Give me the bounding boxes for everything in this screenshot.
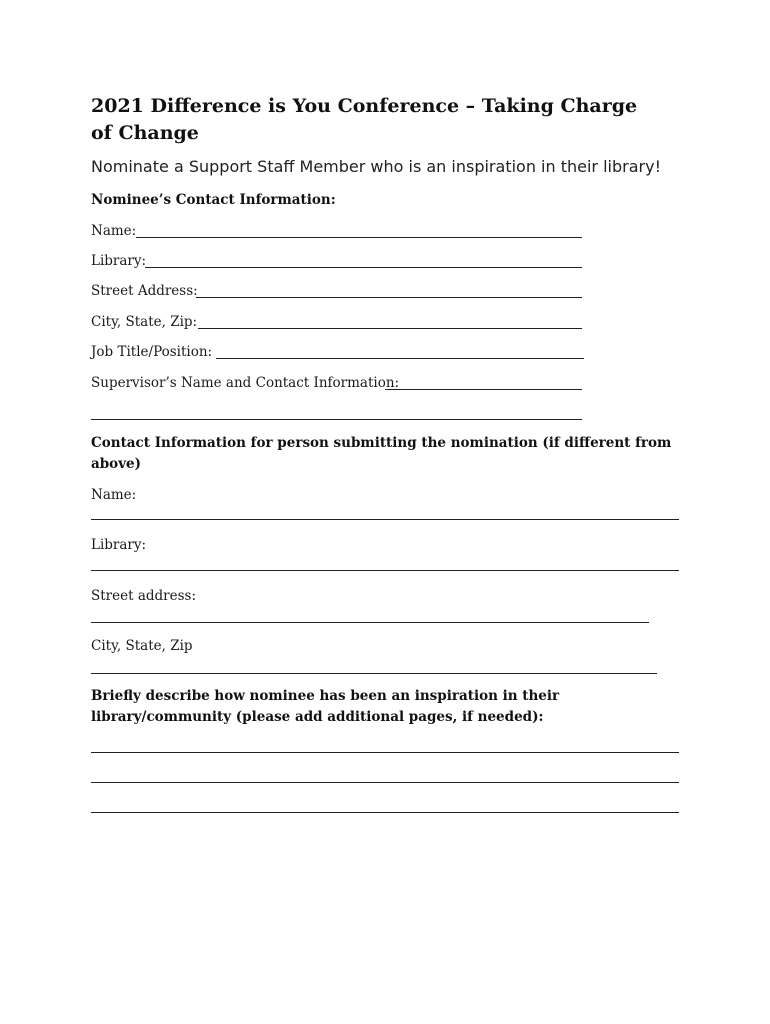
- nominee-library-label: Library:: [91, 253, 147, 269]
- nominee-supervisor-field[interactable]: [385, 389, 582, 390]
- nominee-job-title-label: Job Title/Position:: [91, 344, 213, 360]
- nominee-supervisor-field-continued[interactable]: [91, 419, 582, 420]
- nominee-name-field[interactable]: [136, 237, 582, 238]
- submitter-city-state-zip-field[interactable]: [91, 673, 657, 674]
- description-line-2[interactable]: [91, 782, 679, 783]
- description-line-3[interactable]: [91, 812, 679, 813]
- submitter-library-label: Library:: [91, 537, 147, 553]
- nominee-name-label: Name:: [91, 223, 137, 239]
- nominee-street-address-field[interactable]: [196, 297, 582, 298]
- submitter-city-state-zip-label: City, State, Zip: [91, 638, 193, 654]
- nominee-job-title-field[interactable]: [216, 358, 584, 359]
- nominee-supervisor-label: Supervisor’s Name and Contact Information:: [91, 375, 400, 391]
- submitter-library-field[interactable]: [91, 570, 679, 571]
- submitter-name-field[interactable]: [91, 519, 679, 520]
- nominee-street-address-label: Street Address:: [91, 283, 198, 299]
- nominee-library-field[interactable]: [145, 267, 582, 268]
- submitter-street-address-field[interactable]: [91, 622, 649, 623]
- submitter-section-heading: Contact Information for person submitting the nomination (if different from above): [91, 435, 672, 472]
- nominee-city-state-zip-field[interactable]: [198, 328, 582, 329]
- description-line-1[interactable]: [91, 752, 679, 753]
- submitter-name-label: Name:: [91, 487, 137, 503]
- nominee-city-state-zip-label: City, State, Zip:: [91, 314, 198, 330]
- page-title: 2021 Difference is You Conference – Taking Charge of Change: [91, 95, 638, 144]
- description-section-heading: Briefly describe how nominee has been an inspiration in their library/community (please add additional pages, if needed):: [91, 688, 560, 725]
- submitter-street-address-label: Street address:: [91, 588, 197, 604]
- nominee-section-heading: Nominee’s Contact Information:: [91, 192, 336, 208]
- page-subtitle: Nominate a Support Staff Member who is an inspiration in their library!: [91, 157, 661, 176]
